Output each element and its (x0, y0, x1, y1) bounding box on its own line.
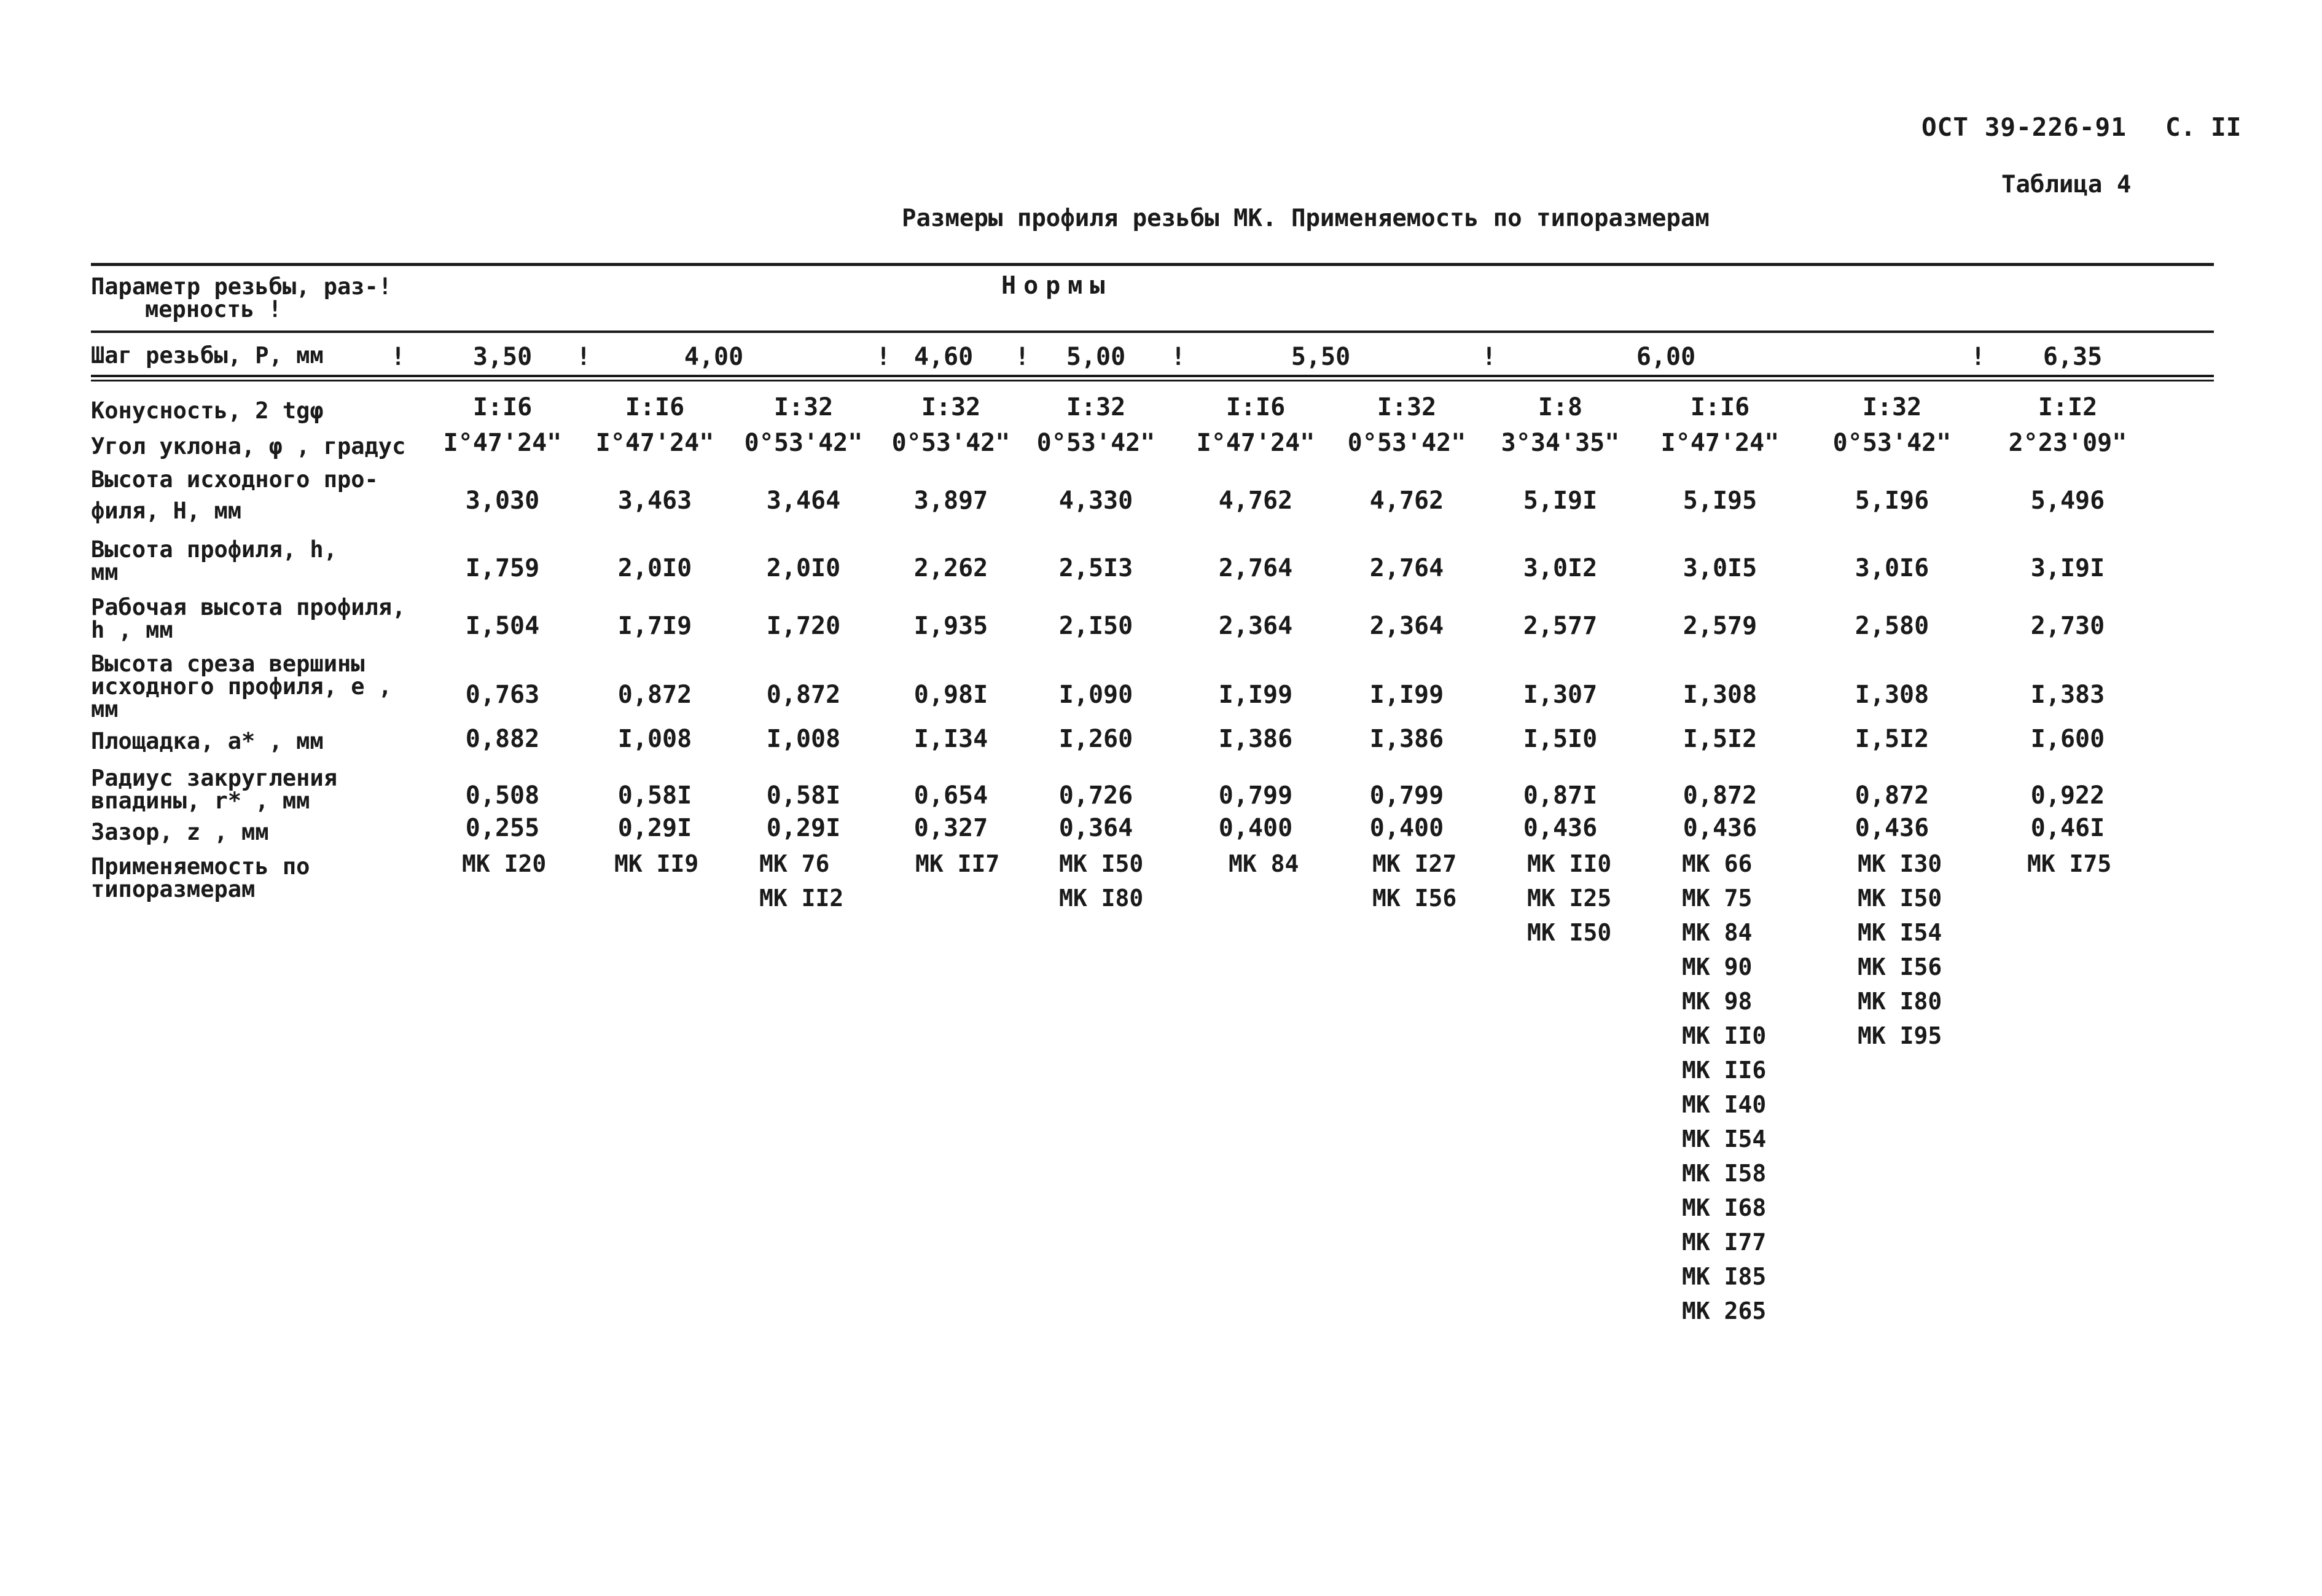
table-cell: I,504 (465, 612, 540, 640)
table-cell: 4,330 (1058, 487, 1133, 515)
applicability-list (1372, 847, 1456, 915)
table-cell: 0°53'42" (1036, 429, 1155, 457)
applicability-list (759, 847, 843, 915)
row-label-radius (91, 767, 337, 812)
applicability-item: МК I58 (1682, 1160, 1767, 1187)
table-cell: I,I34 (913, 725, 988, 753)
table-cell: I,090 (1058, 681, 1133, 709)
applicability-item: МК II0 (1682, 1022, 1767, 1049)
row-label-line: исходного профиля, e , (91, 673, 393, 700)
table-cell: 2,730 (2030, 612, 2105, 640)
table-cell: 0,799 (1218, 781, 1293, 810)
table-cell: 5,I95 (1683, 487, 1757, 515)
row-label-line: типоразмерам (91, 876, 256, 902)
table-title: Размеры профиля резьбы МК. Применяемость по типоразмерам (902, 205, 1710, 232)
table-cell: 0,799 (1369, 781, 1444, 810)
table-cell: I:I6 (1226, 393, 1286, 421)
table-cell: 2,I50 (1058, 612, 1133, 640)
applicability-item: МК I50 (1527, 919, 1612, 946)
table-cell: 0,29I (617, 814, 692, 842)
param-header (91, 275, 392, 321)
page-number: С. II (2165, 112, 2242, 142)
row-label-profile-height (91, 538, 337, 584)
table-cell: I,260 (1058, 725, 1133, 753)
pitch-separator: ! (1482, 343, 1497, 371)
table-cell: 3,0I6 (1855, 554, 1929, 582)
row-label-base-height (91, 468, 378, 522)
table-cell: 0,46I (2030, 814, 2105, 842)
table-cell: I°47'24" (1660, 429, 1780, 457)
table-cell: 3,0I2 (1523, 554, 1598, 582)
applicability-item: МК 76 (759, 850, 830, 877)
table-cell: 0°53'42" (744, 429, 863, 457)
row-label-line: Применяемость по (91, 853, 310, 880)
applicability-list (614, 847, 698, 881)
row-label-flat: Площадка, a* , мм (91, 728, 324, 754)
table-cell: I,I99 (1218, 681, 1293, 709)
row-label-line: Высота исходного про- (91, 466, 378, 493)
applicability-item: МК II0 (1527, 850, 1612, 877)
table-cell: I:I6 (472, 393, 533, 421)
row-label-angle: Угол уклона, φ , градус (91, 433, 406, 460)
table-cell: 0,872 (766, 681, 841, 709)
table-cell: 4,762 (1218, 487, 1293, 515)
table-cell: I°47'24" (443, 429, 562, 457)
applicability-list (915, 847, 999, 881)
applicability-item: МК I56 (1858, 953, 1942, 980)
table-cell: 0,58I (617, 781, 692, 810)
table-cell: I:I6 (625, 393, 685, 421)
table-cell: 0,400 (1218, 814, 1293, 842)
applicability-list (462, 847, 546, 881)
table-cell: 3,0I5 (1683, 554, 1757, 582)
param-header-line-1: Параметр резьбы, раз-! (91, 273, 393, 300)
table-label: Таблица 4 (2001, 171, 2132, 198)
table-cell: I,600 (2030, 725, 2105, 753)
applicability-list (1527, 847, 1611, 950)
table-cell: I,008 (766, 725, 841, 753)
table-cell: I:32 (921, 393, 981, 421)
pitch-separator: ! (391, 343, 406, 371)
table-cell: 2,0I0 (617, 554, 692, 582)
table-cell: 3,464 (766, 487, 841, 515)
pitch-separator: ! (576, 343, 592, 371)
row-label-line: впадины, r* , мм (91, 788, 310, 814)
table-cell: 0,327 (913, 814, 988, 842)
applicability-item: МК 84 (1229, 850, 1299, 877)
table-cell: 0,872 (617, 681, 692, 709)
applicability-item: МК 90 (1682, 953, 1753, 980)
applicability-list (1858, 847, 1942, 1053)
applicability-item: МК I50 (1059, 850, 1144, 877)
applicability-item: МК I50 (1858, 885, 1942, 912)
applicability-list (1682, 847, 1766, 1328)
table-cell: 0,29I (766, 814, 841, 842)
table-cell: 0,882 (465, 725, 540, 753)
applicability-item: МК I75 (2027, 850, 2112, 877)
applicability-item: МК I80 (1858, 988, 1942, 1015)
table-cell: 4,762 (1369, 487, 1444, 515)
row-label-line: Радиус закругления (91, 765, 337, 791)
applicability-item: МК II6 (1682, 1057, 1767, 1084)
applicability-list (1059, 847, 1143, 915)
table-cell: 0,508 (465, 781, 540, 810)
table-cell: 2,577 (1523, 612, 1598, 640)
row-label-line: филя, H, мм (91, 498, 242, 524)
table-cell: I:I2 (2038, 393, 2098, 421)
table-cell: 0,98I (913, 681, 988, 709)
applicability-item: МК I80 (1059, 885, 1144, 912)
pitch-separator: ! (1171, 343, 1186, 371)
row-label-truncation (91, 652, 392, 721)
table-cell: I:I6 (1690, 393, 1750, 421)
applicability-item: МК I85 (1682, 1263, 1767, 1290)
pitch-separator: ! (1015, 343, 1030, 371)
table-cell: 0,436 (1855, 814, 1929, 842)
table-cell: 0,872 (1683, 781, 1757, 810)
pitch-separator: ! (1971, 343, 1986, 371)
row-label-line: Рабочая высота профиля, (91, 594, 406, 620)
table-cell: 2,0I0 (766, 554, 841, 582)
applicability-item: МК II9 (614, 850, 699, 877)
table-cell: 5,I96 (1855, 487, 1929, 515)
table-cell: 0,436 (1523, 814, 1598, 842)
table-cell: 5,I9I (1523, 487, 1598, 515)
table-cell: 2,364 (1218, 612, 1293, 640)
applicability-item: МК 84 (1682, 919, 1753, 946)
table-cell: 0,654 (913, 781, 988, 810)
row-label-applicability (91, 855, 310, 901)
applicability-item: МК I68 (1682, 1194, 1767, 1221)
pitch-value: 4,00 (684, 343, 744, 371)
table-cell: I:32 (1066, 393, 1126, 421)
pitch-value: 5,50 (1291, 343, 1351, 371)
pitch-rule (91, 375, 2214, 377)
table-cell: 3,897 (913, 487, 988, 515)
pitch-rule-2 (91, 380, 2214, 381)
table-cell: 3,I9I (2030, 554, 2105, 582)
applicability-item: МК 265 (1682, 1297, 1767, 1324)
table-cell: 0°53'42" (1347, 429, 1466, 457)
table-cell: I,008 (617, 725, 692, 753)
table-cell: I:32 (773, 393, 834, 421)
top-rule (91, 263, 2214, 266)
pitch-value: 5,00 (1066, 343, 1126, 371)
table-cell: I,386 (1369, 725, 1444, 753)
table-cell: 2°23'09" (2008, 429, 2127, 457)
table-cell: 2,764 (1218, 554, 1293, 582)
table-cell: 0,922 (2030, 781, 2105, 810)
table-cell: 0,364 (1058, 814, 1133, 842)
table-cell: I:32 (1862, 393, 1922, 421)
table-cell: I,386 (1218, 725, 1293, 753)
pitch-value: 6,35 (2043, 343, 2103, 371)
header-rule (91, 331, 2214, 333)
applicability-list (1229, 847, 1299, 881)
table-cell: 0°53'42" (1832, 429, 1952, 457)
row-label-line: мм (91, 559, 119, 585)
table-cell: I,383 (2030, 681, 2105, 709)
table-cell: 0,872 (1855, 781, 1929, 810)
applicability-item: МК 98 (1682, 988, 1753, 1015)
table-cell: 2,5I3 (1058, 554, 1133, 582)
pitch-separator: ! (876, 343, 891, 371)
table-cell: I,308 (1855, 681, 1929, 709)
row-label-taper: Конусность, 2 tgφ (91, 397, 324, 424)
row-label-line: h , мм (91, 617, 173, 643)
pitch-value: 3,50 (472, 343, 533, 371)
applicability-item: МК I30 (1858, 850, 1942, 877)
table-cell: 0,255 (465, 814, 540, 842)
pitch-value: 6,00 (1636, 343, 1696, 371)
table-cell: 0,726 (1058, 781, 1133, 810)
table-cell: 5,496 (2030, 487, 2105, 515)
table-cell: 2,364 (1369, 612, 1444, 640)
row-label-line: Высота профиля, h, (91, 536, 337, 563)
table-cell: 0,400 (1369, 814, 1444, 842)
table-cell: 2,764 (1369, 554, 1444, 582)
table-cell: I,759 (465, 554, 540, 582)
applicability-item: МК 66 (1682, 850, 1753, 877)
table-cell: I:8 (1538, 393, 1583, 421)
table-cell: I,308 (1683, 681, 1757, 709)
row-label-line: Высота среза вершины (91, 651, 365, 677)
table-cell: 3,463 (617, 487, 692, 515)
applicability-item: МК I95 (1858, 1022, 1942, 1049)
table-cell: I°47'24" (1196, 429, 1315, 457)
table-cell: I,5I2 (1683, 725, 1757, 753)
table-cell: 0,436 (1683, 814, 1757, 842)
table-cell: I,7I9 (617, 612, 692, 640)
table-cell: I,307 (1523, 681, 1598, 709)
applicability-item: МК I54 (1858, 919, 1942, 946)
applicability-item: МК I77 (1682, 1229, 1767, 1256)
applicability-item: МК II7 (915, 850, 1000, 877)
table-cell: I:32 (1377, 393, 1437, 421)
table-cell: I,935 (913, 612, 988, 640)
table-cell: I°47'24" (595, 429, 714, 457)
table-cell: 0,763 (465, 681, 540, 709)
table-cell: 0°53'42" (891, 429, 1011, 457)
applicability-item: МК I40 (1682, 1091, 1767, 1118)
table-cell: 3,030 (465, 487, 540, 515)
applicability-item: МК I27 (1372, 850, 1457, 877)
applicability-item: МК I25 (1527, 885, 1612, 912)
table-cell: 3°34'35" (1501, 429, 1620, 457)
row-label-working-height (91, 596, 405, 641)
pitch-value: 4,60 (913, 343, 974, 371)
document-code: ОСТ 39-226-91 (1921, 112, 2127, 142)
table-cell: I,5I0 (1523, 725, 1598, 753)
applicability-item: МК I20 (462, 850, 547, 877)
norms-header: Нормы (1001, 272, 1112, 300)
applicability-list (2027, 847, 2111, 881)
pitch-label: Шаг резьбы, P, мм (91, 342, 324, 369)
table-cell: I,I99 (1369, 681, 1444, 709)
table-cell: 2,580 (1855, 612, 1929, 640)
table-cell: 2,262 (913, 554, 988, 582)
table-cell: 2,579 (1683, 612, 1757, 640)
applicability-item: МК I56 (1372, 885, 1457, 912)
param-header-line-2: мерность ! (145, 296, 282, 323)
row-label-line: мм (91, 696, 119, 722)
applicability-item: МК II2 (759, 885, 844, 912)
table-cell: I,5I2 (1855, 725, 1929, 753)
table-cell: 0,58I (766, 781, 841, 810)
applicability-item: МК 75 (1682, 885, 1753, 912)
applicability-item: МК I54 (1682, 1125, 1767, 1152)
table-cell: I,720 (766, 612, 841, 640)
row-label-clearance: Зазор, z , мм (91, 819, 269, 845)
table-cell: 0,87I (1523, 781, 1598, 810)
